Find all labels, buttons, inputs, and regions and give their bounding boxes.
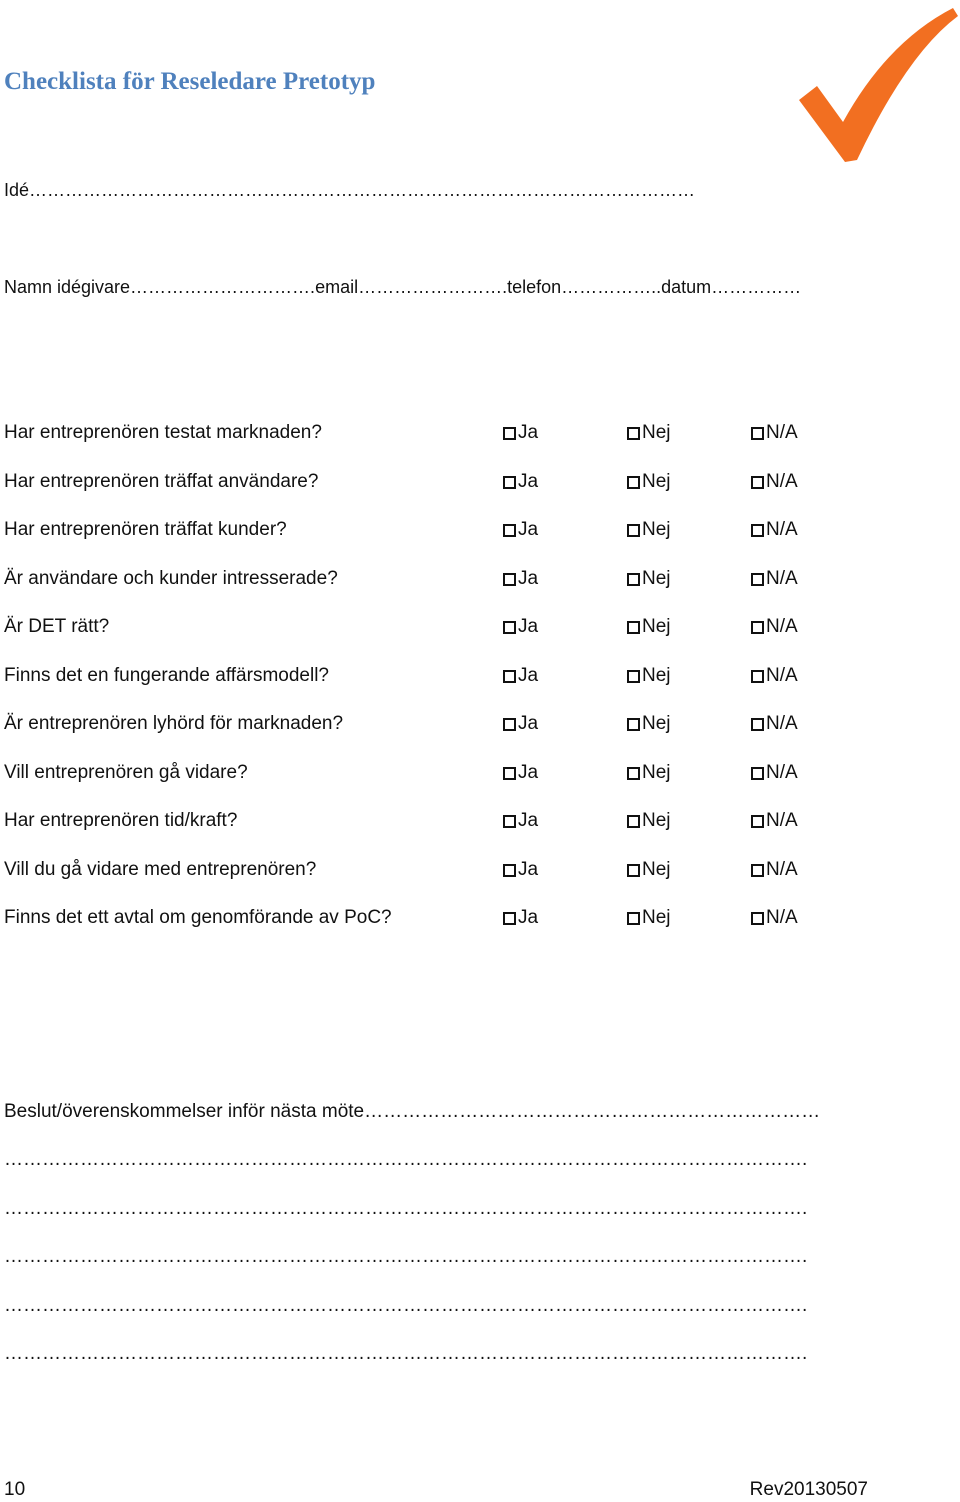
option-label: Nej: [642, 810, 671, 831]
checkbox-icon[interactable]: [627, 524, 640, 537]
option-yes[interactable]: [503, 906, 538, 930]
checkbox-icon[interactable]: [503, 912, 516, 925]
checkbox-icon[interactable]: [627, 621, 640, 634]
option-yes[interactable]: [503, 712, 538, 736]
question-text: Har entreprenören testat marknaden?: [4, 422, 322, 443]
checkbox-icon[interactable]: [627, 767, 640, 780]
question-text: Har entreprenören träffat kunder?: [4, 519, 287, 540]
question-row: [0, 809, 960, 858]
option-na[interactable]: [751, 906, 798, 930]
option-label: N/A: [766, 616, 798, 637]
option-yes[interactable]: [503, 858, 538, 882]
option-label: N/A: [766, 519, 798, 540]
option-na[interactable]: [751, 809, 798, 833]
checkbox-icon[interactable]: [627, 718, 640, 731]
option-label: Ja: [518, 616, 539, 637]
checkbox-icon[interactable]: [627, 670, 640, 683]
option-label: Nej: [642, 907, 671, 928]
option-no[interactable]: [627, 421, 671, 445]
question-text: Har entreprenören träffat användare?: [4, 470, 319, 492]
checkbox-icon[interactable]: [751, 815, 764, 828]
option-na[interactable]: [751, 421, 798, 445]
option-label: N/A: [766, 713, 798, 734]
question-row: [0, 567, 960, 616]
checkbox-icon[interactable]: [503, 427, 516, 440]
option-no[interactable]: [627, 809, 671, 833]
option-label: Nej: [642, 761, 671, 783]
option-na[interactable]: [751, 712, 798, 736]
option-label: Nej: [642, 470, 671, 492]
question-row: [0, 518, 960, 567]
question-row: [0, 664, 960, 713]
checkbox-icon[interactable]: [503, 718, 516, 731]
decision-line[interactable]: ……………………………………………………………………………………………………………….: [4, 1343, 808, 1364]
question-text: Finns det ett avtal om genomförande av PoC?: [4, 907, 392, 928]
option-label: N/A: [766, 422, 798, 443]
question-text: Är användare och kunder intresserade?: [4, 567, 338, 589]
option-na[interactable]: [751, 664, 798, 688]
option-no[interactable]: [627, 761, 671, 785]
checkbox-icon[interactable]: [503, 573, 516, 586]
page-number: 10: [4, 1479, 26, 1500]
page-title: Checklista för Reseledare Pretotyp: [4, 68, 376, 95]
option-label: Ja: [518, 519, 539, 540]
decision-line[interactable]: ……………………………………………………………………………………………………………….: [4, 1246, 808, 1267]
option-yes[interactable]: [503, 809, 538, 833]
option-label: Nej: [642, 664, 671, 686]
question-text: Har entreprenören tid/kraft?: [4, 810, 238, 831]
checkbox-icon[interactable]: [503, 815, 516, 828]
checkbox-icon[interactable]: [751, 524, 764, 537]
option-yes[interactable]: [503, 615, 538, 639]
option-label: N/A: [766, 858, 798, 880]
option-label: N/A: [766, 810, 798, 831]
option-label: Ja: [518, 761, 539, 783]
decision-label[interactable]: Beslut/överenskommelser inför nästa möte………………………………………………………………: [4, 1101, 821, 1122]
checkbox-icon[interactable]: [503, 476, 516, 489]
option-label: Nej: [642, 422, 671, 443]
option-na[interactable]: [751, 761, 798, 785]
option-na[interactable]: [751, 858, 798, 882]
option-label: Ja: [518, 567, 539, 589]
option-label: Ja: [518, 810, 539, 831]
option-no[interactable]: [627, 470, 671, 494]
option-yes[interactable]: [503, 518, 538, 542]
option-no[interactable]: [627, 858, 671, 882]
option-label: N/A: [766, 470, 798, 492]
checkbox-icon[interactable]: [627, 427, 640, 440]
idea-field[interactable]: Idé…………………………………………………………………………………………………: [4, 180, 696, 200]
option-no[interactable]: [627, 615, 671, 639]
question-row: [0, 761, 960, 810]
option-label: Ja: [518, 422, 539, 443]
option-no[interactable]: [627, 567, 671, 591]
decision-line[interactable]: ……………………………………………………………………………………………………………….: [4, 1294, 808, 1316]
option-label: Nej: [642, 519, 671, 540]
checkbox-icon[interactable]: [627, 912, 640, 925]
option-label: Ja: [518, 907, 539, 928]
option-label: Nej: [642, 713, 671, 734]
checkbox-icon[interactable]: [627, 864, 640, 877]
question-text: Vill du gå vidare med entreprenören?: [4, 858, 317, 880]
option-label: Ja: [518, 713, 539, 734]
checkbox-icon[interactable]: [751, 621, 764, 634]
question-text: Vill entreprenören gå vidare?: [4, 761, 248, 783]
checkbox-icon[interactable]: [627, 815, 640, 828]
checkbox-icon[interactable]: [503, 524, 516, 537]
option-na[interactable]: [751, 615, 798, 639]
option-label: N/A: [766, 567, 798, 589]
option-label: Nej: [642, 858, 671, 880]
question-text: Finns det en fungerande affärsmodell?: [4, 664, 329, 686]
option-no[interactable]: [627, 518, 671, 542]
decision-line[interactable]: ……………………………………………………………………………………………………………….: [4, 1197, 808, 1219]
checkbox-icon[interactable]: [503, 864, 516, 877]
option-label: Nej: [642, 616, 671, 637]
option-yes[interactable]: [503, 664, 538, 688]
option-no[interactable]: [627, 664, 671, 688]
contact-field[interactable]: Namn idégivare………………………….email…………………….telefon……………..datum……………: [4, 277, 802, 297]
option-label: Ja: [518, 664, 539, 686]
question-row: [0, 858, 960, 907]
question-text: Är DET rätt?: [4, 616, 110, 637]
question-row: [0, 712, 960, 761]
option-no[interactable]: [627, 712, 671, 736]
checkbox-icon[interactable]: [627, 573, 640, 586]
checkbox-icon[interactable]: [751, 427, 764, 440]
checkbox-icon[interactable]: [503, 767, 516, 780]
question-list: [0, 421, 960, 955]
checkbox-icon[interactable]: [751, 864, 764, 877]
option-label: N/A: [766, 907, 798, 928]
option-label: N/A: [766, 664, 798, 686]
option-yes[interactable]: [503, 470, 538, 494]
option-yes[interactable]: [503, 567, 538, 591]
checkbox-icon[interactable]: [503, 621, 516, 634]
revision-label: Rev20130507: [749, 1479, 868, 1500]
option-yes[interactable]: [503, 421, 538, 445]
option-na[interactable]: [751, 518, 798, 542]
option-na[interactable]: [751, 470, 798, 494]
checkbox-icon[interactable]: [751, 573, 764, 586]
option-label: Ja: [518, 470, 539, 492]
checkbox-icon[interactable]: [751, 912, 764, 925]
checkbox-icon[interactable]: [751, 767, 764, 780]
checkbox-icon[interactable]: [751, 476, 764, 489]
option-label: Ja: [518, 858, 539, 880]
option-label: Nej: [642, 567, 671, 589]
decision-line[interactable]: ……………………………………………………………………………………………………………….: [4, 1149, 808, 1170]
question-row: [0, 906, 960, 955]
question-row: [0, 470, 960, 519]
option-no[interactable]: [627, 906, 671, 930]
option-yes[interactable]: [503, 761, 538, 785]
checkbox-icon[interactable]: [751, 718, 764, 731]
checkbox-icon[interactable]: [627, 476, 640, 489]
checkbox-icon[interactable]: [751, 670, 764, 683]
question-row: [0, 615, 960, 664]
checkmark-icon: [795, 2, 960, 167]
checkbox-icon[interactable]: [503, 670, 516, 683]
option-na[interactable]: [751, 567, 798, 591]
question-row: [0, 421, 960, 470]
option-label: N/A: [766, 761, 798, 783]
question-text: Är entreprenören lyhörd för marknaden?: [4, 713, 344, 734]
